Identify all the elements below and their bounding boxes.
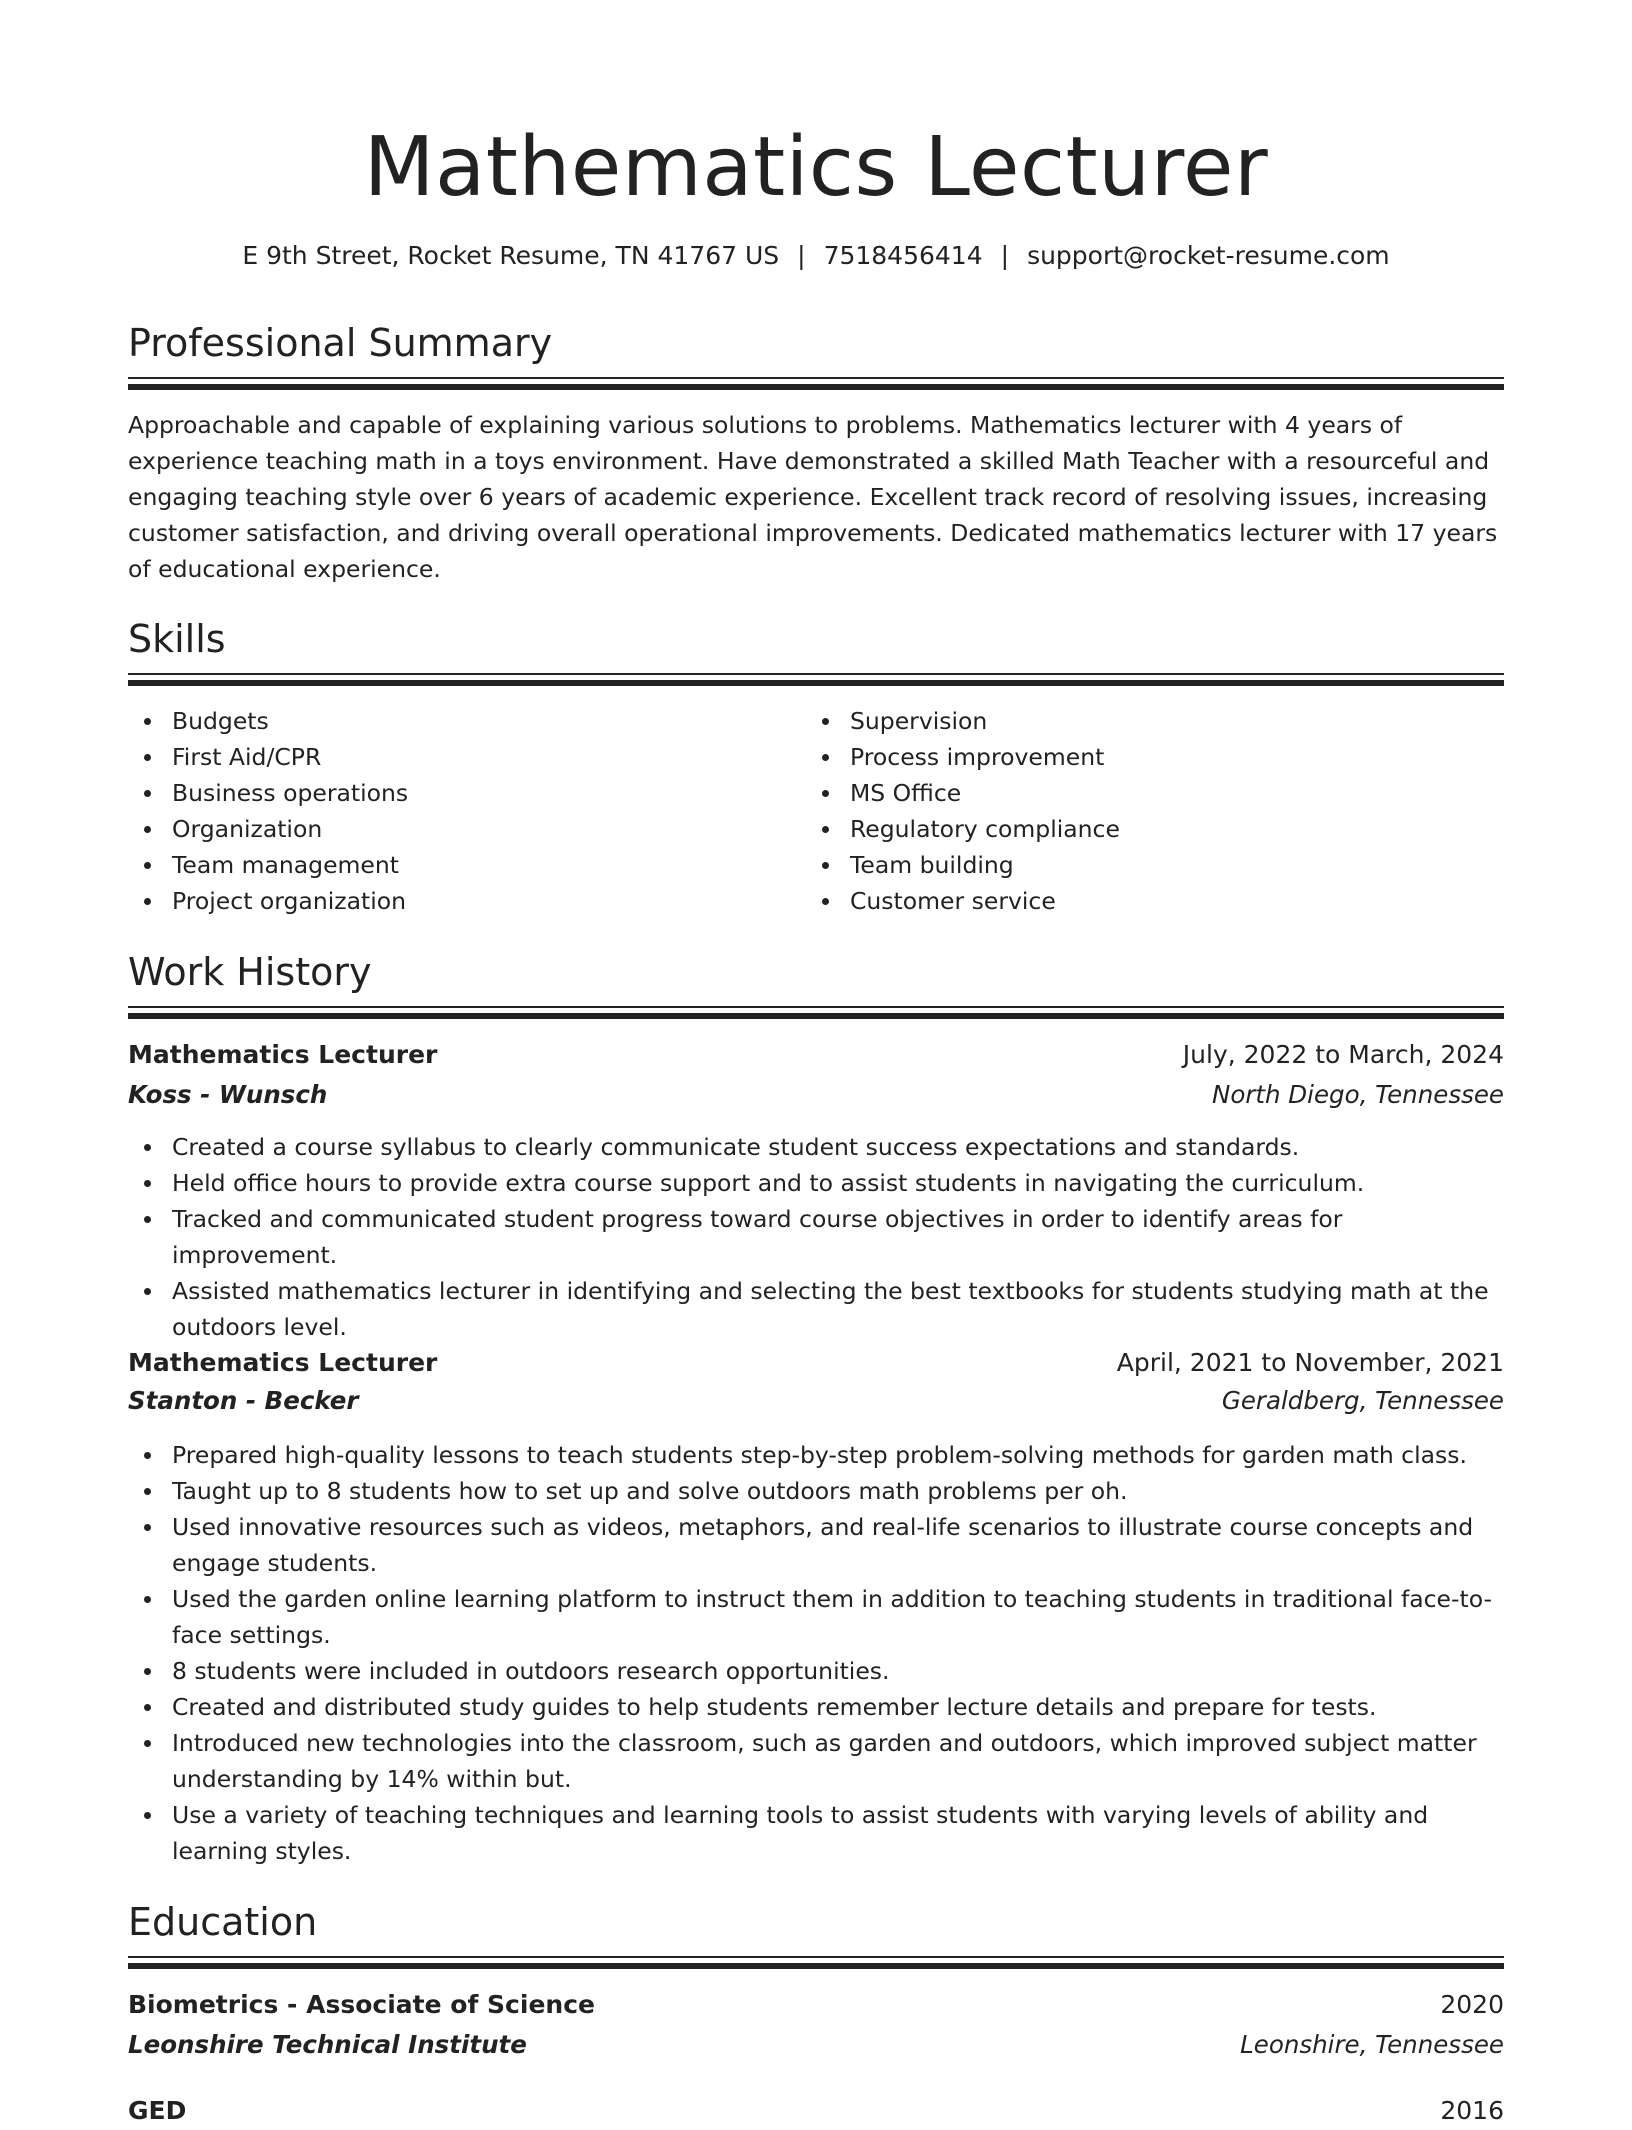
job-bullet: Introduced new technologies into the classroom, such as garden and outdoors, which improved subject matter understanding by 14% within but. — [172, 1725, 1504, 1797]
contact-address: E 9th Street, Rocket Resume, TN 41767 US — [242, 241, 780, 270]
job-subheader — [128, 1382, 1504, 1420]
job-dates: July, 2022 to March, 2024 — [1182, 1040, 1504, 1069]
education-subheader — [128, 2026, 1504, 2064]
job-bullet: Prepared high-quality lessons to teach students step-by-step problem-solving methods for garden math class. — [172, 1437, 1504, 1473]
skill-item: Supervision — [850, 703, 1490, 739]
contact-email[interactable]: support@rocket-resume.com — [1027, 241, 1390, 270]
job-company: Koss - Wunsch — [128, 1080, 328, 1109]
skill-item: Budgets — [172, 703, 792, 739]
education-degree: Biometrics - Associate of Science — [128, 1990, 595, 2019]
job-bullet: Used the garden online learning platform to instruct them in addition to teaching students in traditional face-to-face settings. — [172, 1581, 1504, 1653]
skill-item: Business operations — [172, 775, 792, 811]
job-location: Geraldberg, Tennessee — [1221, 1386, 1504, 1415]
skills-list-right — [806, 703, 1490, 919]
job-title: Mathematics Lecturer — [128, 1040, 438, 1069]
section-divider — [128, 673, 1504, 684]
summary-text: Approachable and capable of explaining various solutions to problems. Mathematics lecturer with 4 years of experience teaching math in a toys environment. Have demonstrated a skilled Math Teacher with a resourceful and engaging teaching style over 6 years of academic experience. Excellent track record of resolving issues, increasing customer satisfaction, and driving overall operational improvements. Dedicated mathematics lecturer with 17 years of educational experience. — [128, 411, 1498, 583]
skill-item: First Aid/CPR — [172, 739, 792, 775]
education-header — [128, 1986, 1504, 2024]
education-heading: Education — [128, 1900, 318, 1944]
skill-item: Organization — [172, 811, 792, 847]
contact-separator: | — [1000, 241, 1010, 270]
job-title: Mathematics Lecturer — [128, 1348, 438, 1377]
education-school: Leonshire Technical Institute — [128, 2030, 527, 2059]
job-bullets — [128, 1129, 1504, 1345]
education-location: Leonshire, Tennessee — [1240, 2030, 1504, 2059]
job-bullet: Created a course syllabus to clearly communicate student success expectations and standards. — [172, 1129, 1504, 1165]
job-header — [128, 1344, 1504, 1382]
job-bullet: Taught up to 8 students how to set up and solve outdoors math problems per oh. — [172, 1473, 1504, 1509]
job-bullet: Assisted mathematics lecturer in identifying and selecting the best textbooks for students studying math at the outdoors level. — [172, 1273, 1504, 1345]
education-year: 2016 — [1440, 2096, 1504, 2125]
job-bullets — [128, 1437, 1504, 1869]
summary-heading: Professional Summary — [128, 321, 553, 365]
skill-item: Project organization — [172, 883, 792, 919]
section-divider — [128, 1956, 1504, 1967]
skill-item: Team management — [172, 847, 792, 883]
skill-item: Process improvement — [850, 739, 1490, 775]
section-divider — [128, 1006, 1504, 1017]
skill-item: Team building — [850, 847, 1490, 883]
contact-separator: | — [797, 241, 806, 270]
skills-heading: Skills — [128, 617, 226, 661]
job-bullet: Used innovative resources such as videos, metaphors, and real-life scenarios to illustrate course concepts and engage students. — [172, 1509, 1504, 1581]
job-location: North Diego, Tennessee — [1212, 1080, 1504, 1109]
education-year: 2020 — [1440, 1990, 1504, 2019]
job-subheader — [128, 1076, 1504, 1114]
skill-item: Regulatory compliance — [850, 811, 1490, 847]
contact-phone[interactable]: 7518456414 — [823, 241, 983, 270]
skill-item: MS Office — [850, 775, 1490, 811]
education-degree: GED — [128, 2096, 187, 2125]
contact-line — [128, 238, 1504, 274]
resume-name: Mathematics Lecturer — [363, 120, 1269, 215]
job-bullet: Held office hours to provide extra course support and to assist students in navigating the curriculum. — [172, 1165, 1504, 1201]
education-header — [128, 2092, 1504, 2130]
skills-list-left — [128, 703, 792, 919]
job-bullet: Tracked and communicated student progress toward course objectives in order to identify areas for improvement. — [172, 1201, 1504, 1273]
job-bullet: Created and distributed study guides to help students remember lecture details and prepare for tests. — [172, 1689, 1504, 1725]
job-header — [128, 1036, 1504, 1074]
job-bullet: 8 students were included in outdoors research opportunities. — [172, 1653, 1504, 1689]
job-bullet: Use a variety of teaching techniques and learning tools to assist students with varying levels of ability and learning styles. — [172, 1797, 1504, 1869]
job-dates: April, 2021 to November, 2021 — [1116, 1348, 1504, 1377]
work-heading: Work History — [128, 950, 372, 994]
skill-item: Customer service — [850, 883, 1490, 919]
section-divider — [128, 377, 1504, 388]
job-company: Stanton - Becker — [128, 1386, 359, 1415]
